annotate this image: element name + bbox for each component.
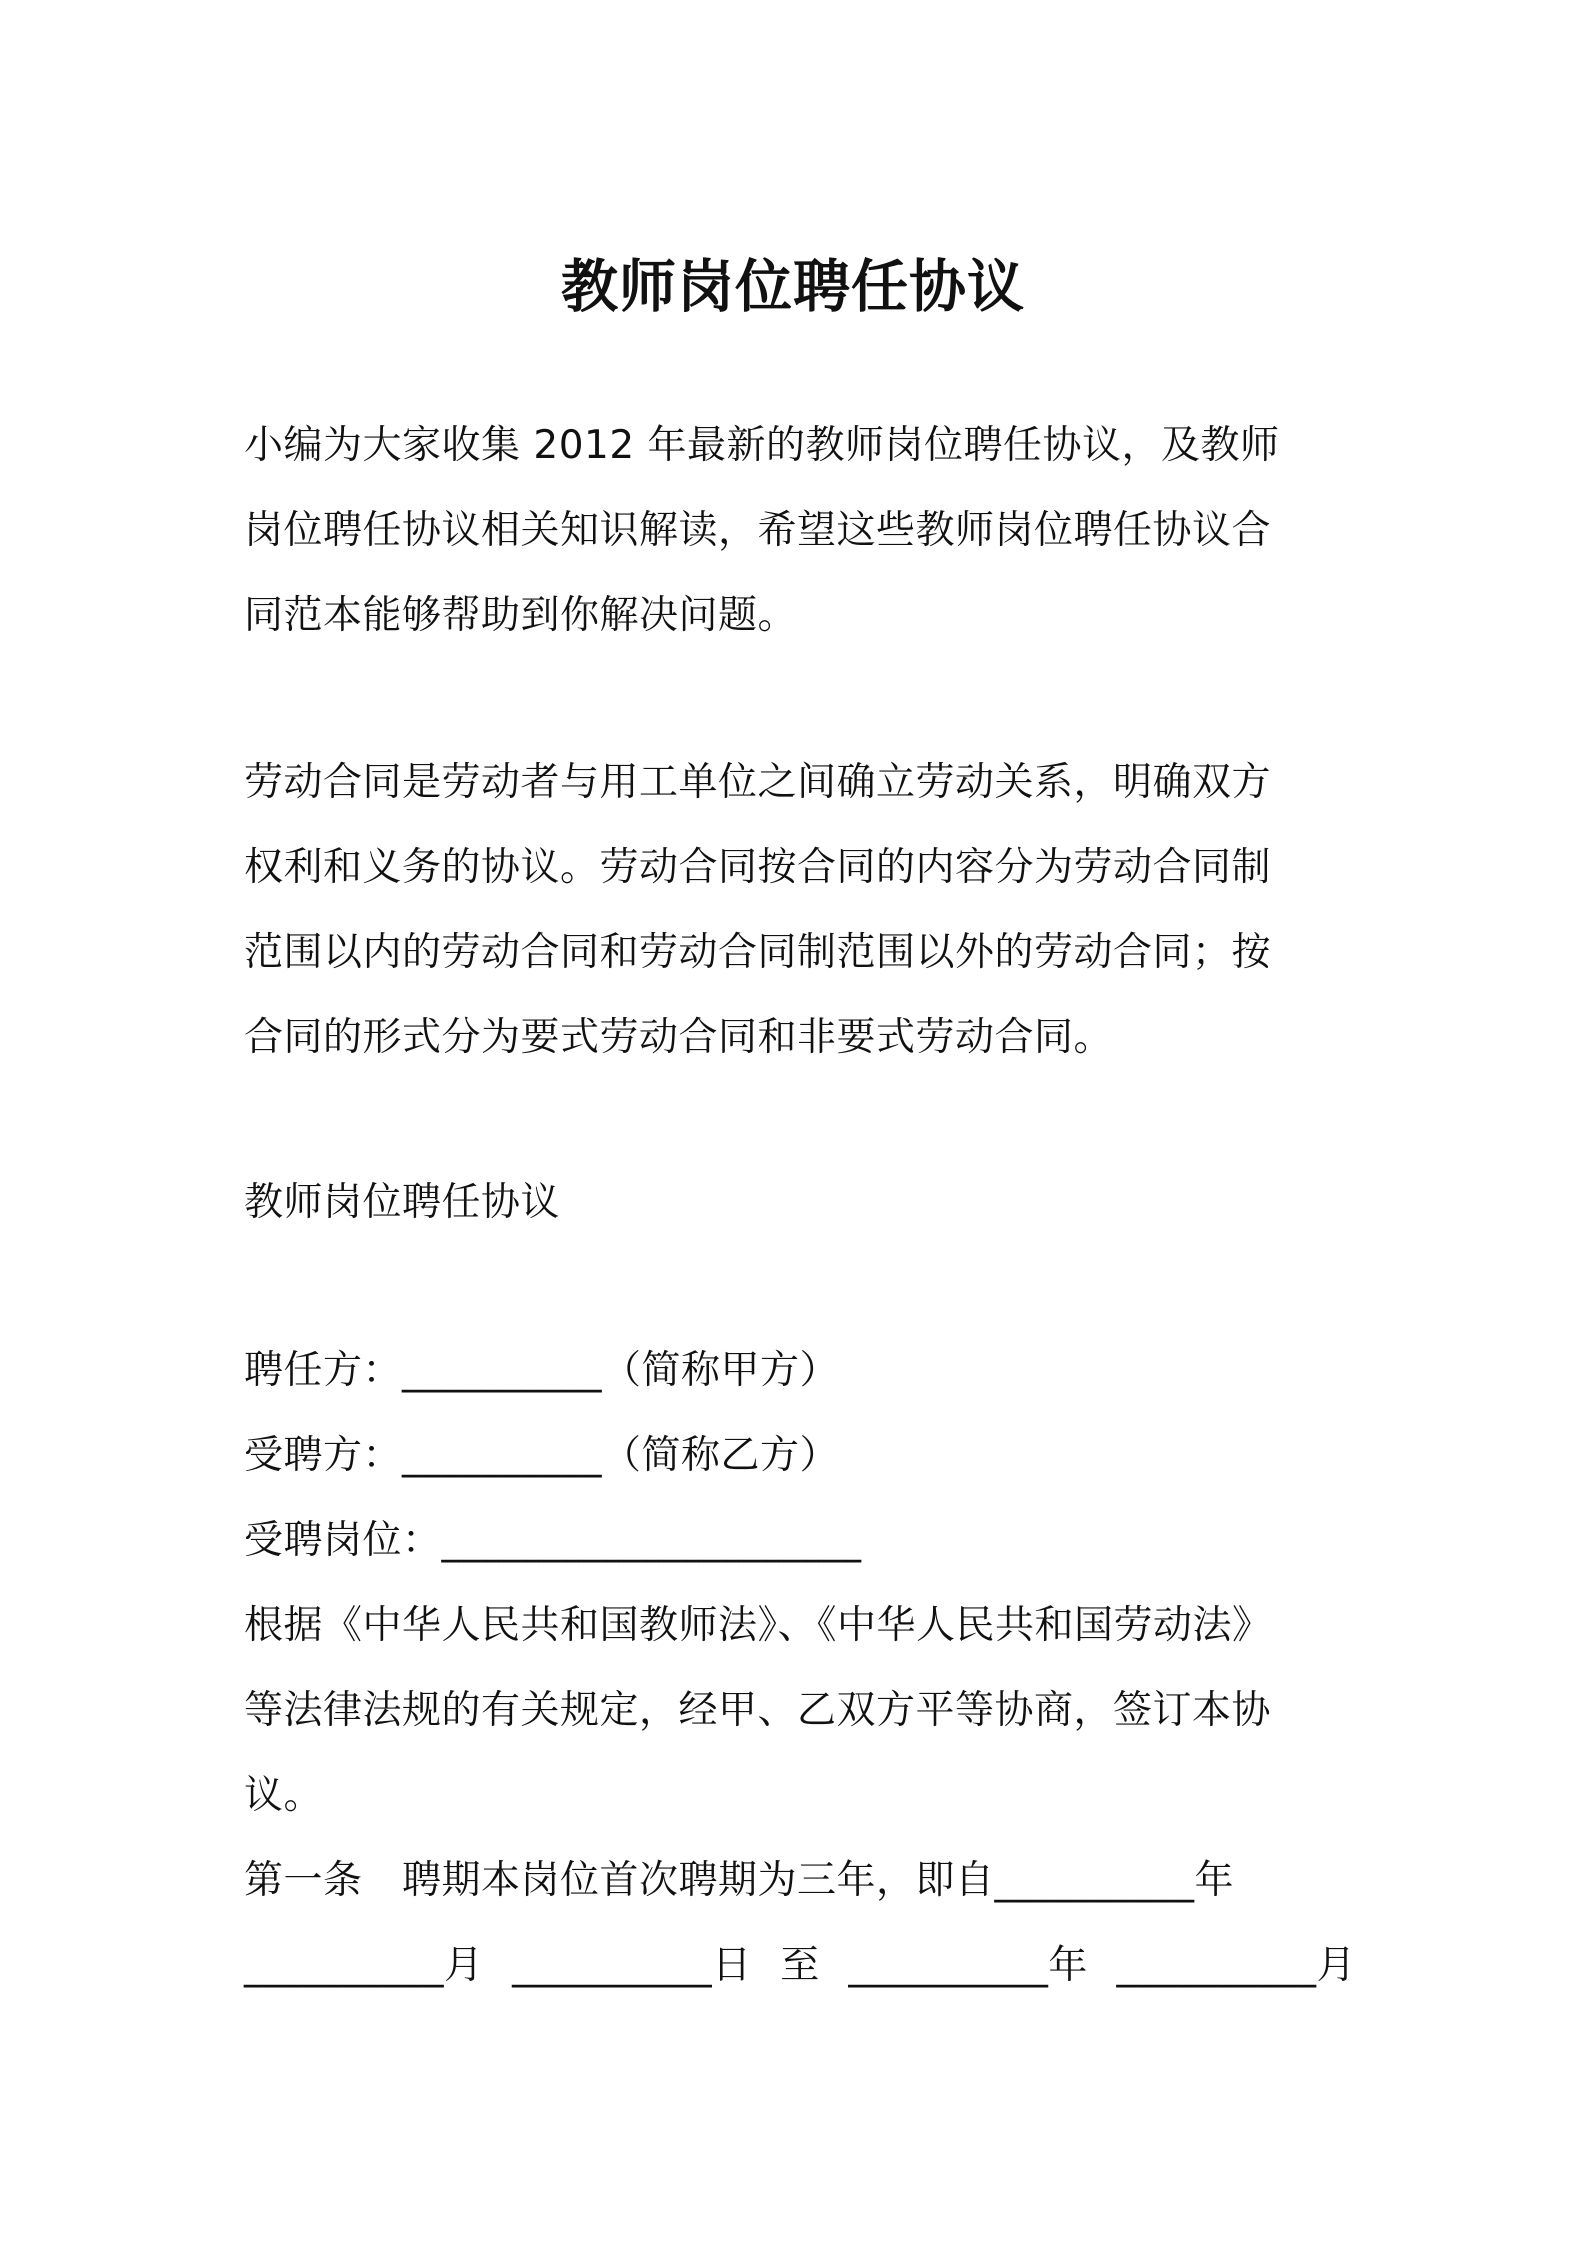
definition-line: 劳动合同是劳动者与用工单位之间确立劳动关系，明确双方	[244, 760, 1272, 805]
date-month-end: __________月	[1116, 1943, 1356, 1988]
section-heading-block	[244, 1160, 1356, 1245]
agreement-body	[244, 1328, 1356, 2008]
date-to: 至	[780, 1943, 820, 1988]
basis-line: 根据《中华人民共和国教师法》、《中华人民共和国劳动法》	[244, 1603, 1272, 1648]
article-1-line: 第一条 聘期本岗位首次聘期为三年，即自__________年	[244, 1858, 1235, 1903]
position-line: 受聘岗位：_____________________	[244, 1518, 862, 1563]
party-a-line: 聘任方：__________（简称甲方）	[244, 1348, 840, 1393]
definition-paragraph	[244, 740, 1356, 1080]
definition-line: 范围以内的劳动合同和劳动合同制范围以外的劳动合同；按	[244, 930, 1272, 975]
document-title: 教师岗位聘任协议	[561, 254, 1025, 320]
date-month-start: __________月	[244, 1943, 484, 1988]
section-heading: 教师岗位聘任协议	[244, 1180, 561, 1225]
intro-paragraph	[244, 403, 1356, 658]
date-day-start: __________日	[512, 1943, 752, 1988]
date-year-end: __________年	[848, 1943, 1088, 1988]
intro-line: 小编为大家收集 2012 年最新的教师岗位聘任协议，及教师	[244, 423, 1280, 468]
party-b-line: 受聘方：__________（简称乙方）	[244, 1433, 840, 1478]
intro-line: 同范本能够帮助到你解决问题。	[244, 593, 798, 638]
definition-line: 权利和义务的协议。劳动合同按合同的内容分为劳动合同制	[244, 845, 1272, 890]
article-1-date-row	[244, 1923, 1356, 2008]
basis-line: 等法律法规的有关规定，经甲、乙双方平等协商，签订本协	[244, 1688, 1272, 1733]
basis-line: 议。	[244, 1773, 324, 1818]
definition-line: 合同的形式分为要式劳动合同和非要式劳动合同。	[244, 1015, 1114, 1060]
intro-line: 岗位聘任协议相关知识解读，希望这些教师岗位聘任协议合	[244, 508, 1272, 553]
